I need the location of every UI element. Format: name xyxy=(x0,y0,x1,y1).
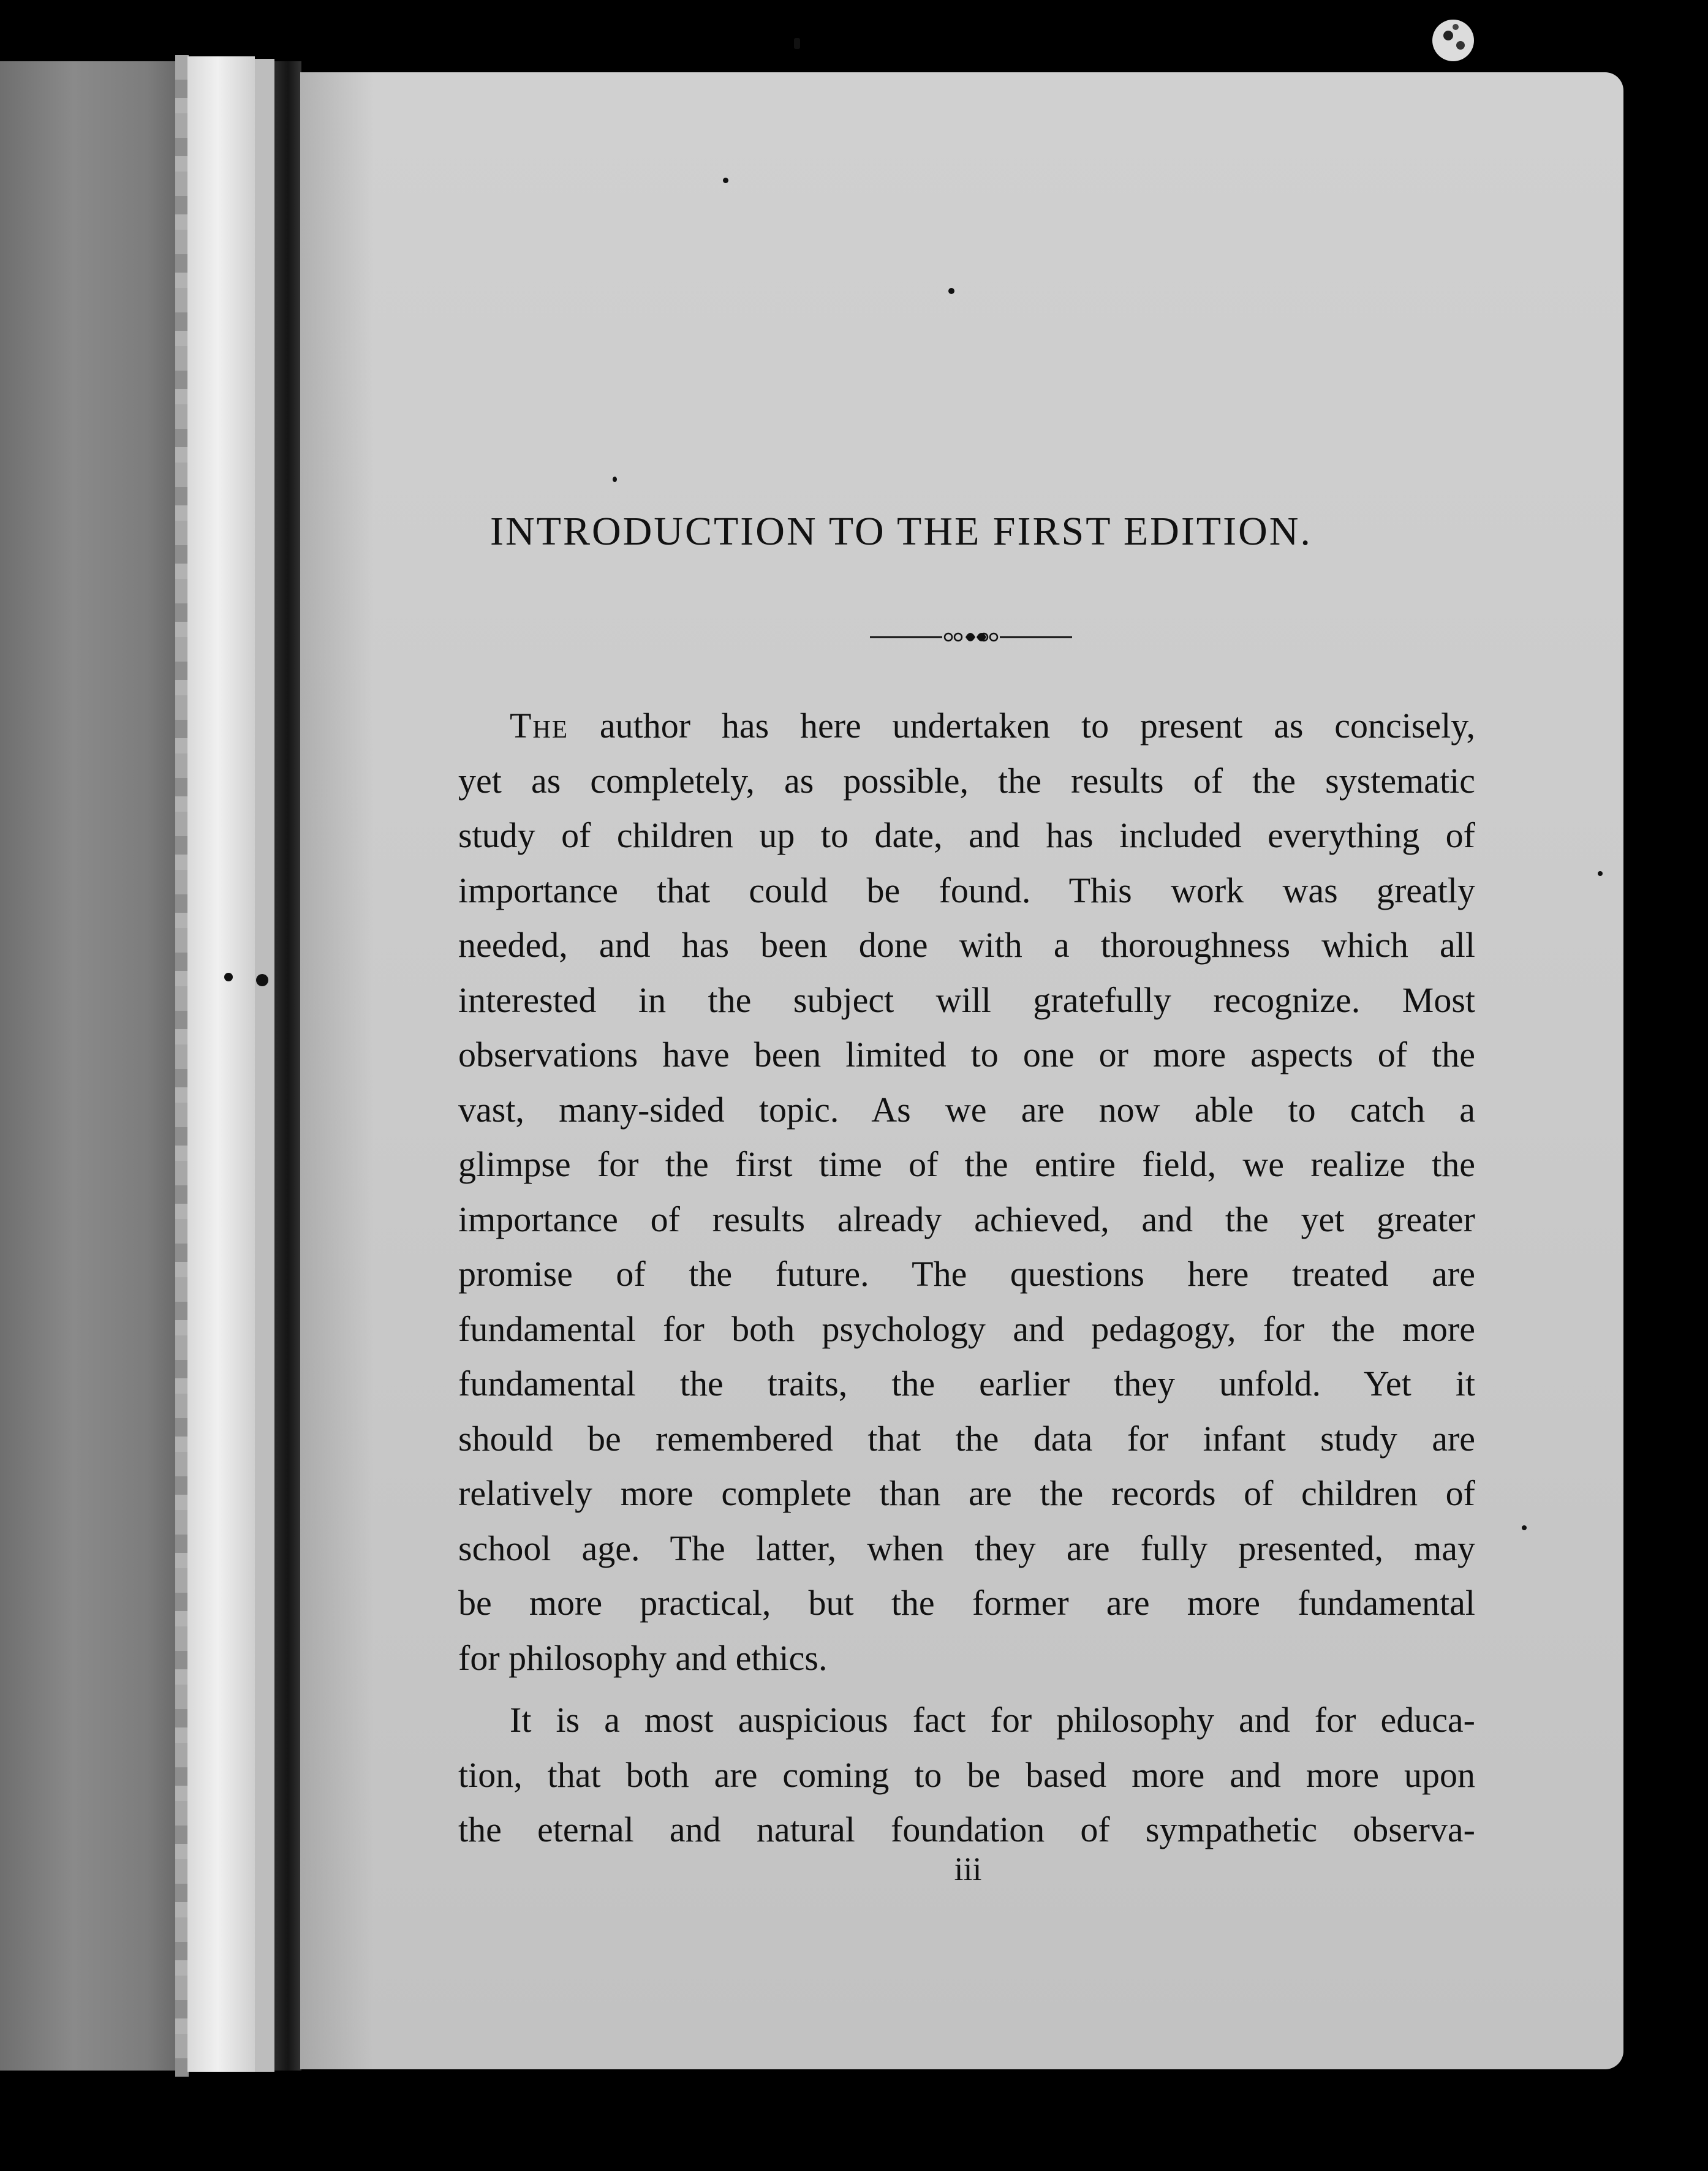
page-number: iii xyxy=(954,1851,982,1887)
page-gutter-shade xyxy=(300,72,374,2069)
text-line: should be remembered that the data for infant study are xyxy=(458,1418,1475,1459)
page-title: INTRODUCTION TO THE FIRST EDITION. xyxy=(490,509,1312,554)
text-line: the eternal and natural foundation of sympathetic observa- xyxy=(458,1810,1475,1849)
text-line-rest: author has here undertaken to present as concisely, xyxy=(599,706,1476,746)
scan-speck xyxy=(1598,871,1603,876)
text-line: tion, that both are coming to be based more and more upon xyxy=(458,1754,1475,1795)
text-line: be more practical, but the former are more fundamental xyxy=(458,1583,1475,1623)
binding-gutter xyxy=(187,56,255,2072)
text-line: interested in the subject will gratefully recognize. Most xyxy=(458,980,1475,1020)
binding-gutter-shadow xyxy=(255,59,274,2072)
ornament-divider xyxy=(870,625,1072,649)
text-line: observations have been limited to one or more aspects of the xyxy=(458,1035,1475,1074)
text-line: importance of results already achieved, and the yet greater xyxy=(458,1199,1475,1239)
paragraph-gap xyxy=(458,1685,1475,1693)
text-line xyxy=(458,698,1475,753)
text-line: promise of the future. The questions here treated are xyxy=(458,1254,1475,1294)
corner-damage-mark xyxy=(1427,11,1483,66)
cover-edge xyxy=(175,55,189,2077)
text-line: importance that could be found. This work was greatly xyxy=(458,870,1475,910)
text-line: yet as completely, as possible, the results of the systematic xyxy=(458,760,1475,801)
text-line: needed, and has been done with a thoroughness which all xyxy=(458,925,1475,965)
scan-speck xyxy=(948,288,954,294)
text-line: study of children up to date, and has included everything of xyxy=(458,815,1475,855)
text-line: relatively more complete than are the records of children of xyxy=(458,1473,1475,1513)
scan-speck xyxy=(224,973,233,981)
scan-speck xyxy=(256,974,268,986)
body-text xyxy=(458,698,1475,1857)
paragraph-lead-word: The xyxy=(510,706,569,746)
text-line: It is a most auspicious fact for philosophy and for educa- xyxy=(510,1700,1475,1740)
text-line: vast, many-sided topic. As we are now able to catch a xyxy=(458,1089,1475,1130)
text-line: glimpse for the first time of the entire field, we realize the xyxy=(458,1144,1475,1184)
text-line: fundamental for both psychology and pedagogy, for the more xyxy=(458,1308,1475,1349)
scan-speck xyxy=(613,477,617,482)
scan-speck xyxy=(1522,1525,1527,1530)
book-cover-board xyxy=(0,61,184,2071)
text-line: for philosophy and ethics. xyxy=(458,1637,828,1678)
scan-speck xyxy=(794,38,800,49)
text-line: school age. The latter, when they are fully presented, may xyxy=(458,1528,1475,1568)
text-line: fundamental the traits, the earlier they unfold. Yet it xyxy=(458,1364,1475,1403)
scan-speck xyxy=(723,178,728,183)
binding-spine xyxy=(274,61,301,2071)
